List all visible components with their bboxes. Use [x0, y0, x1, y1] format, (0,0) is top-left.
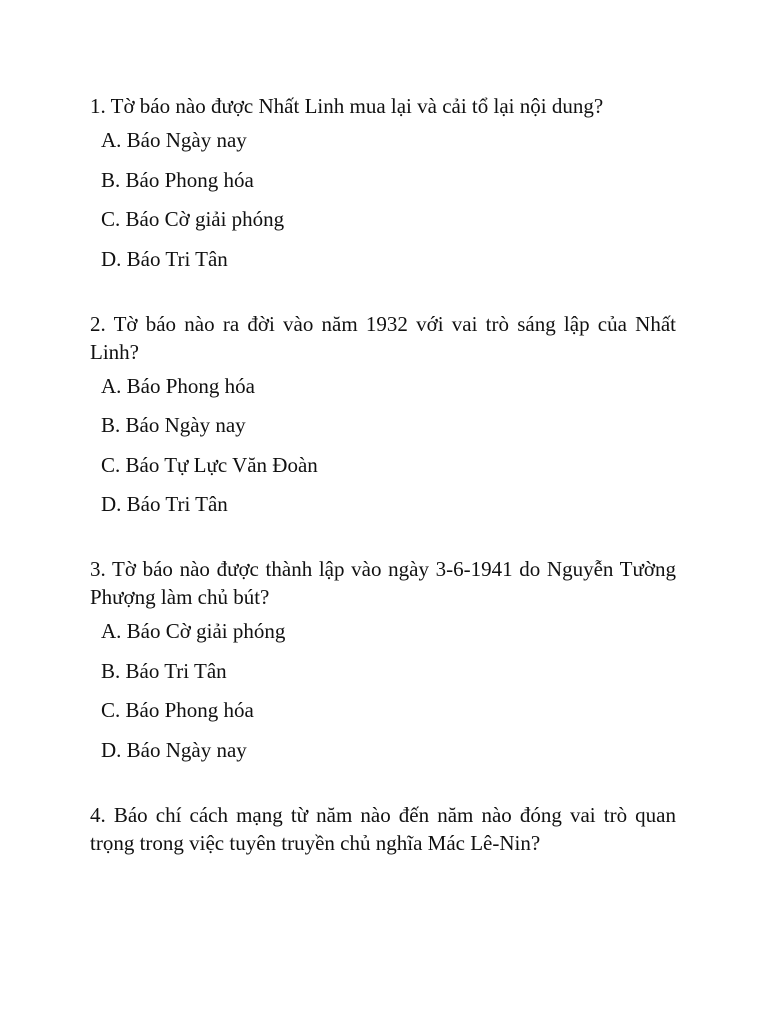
question-3	[90, 555, 676, 764]
question-text: 3. Tờ báo nào được thành lập vào ngày 3-6-1941 do Nguyễn Tường Phượng làm chủ bút?	[90, 557, 676, 609]
answer-options	[90, 617, 676, 764]
answer-option-c: C. Báo Cờ giải phóng	[101, 207, 285, 231]
answer-option-d: D. Báo Tri Tân	[101, 246, 228, 271]
answer-option-b: B. Báo Phong hóa	[101, 167, 254, 192]
answer-option-a: A. Báo Cờ giải phóng	[101, 619, 286, 643]
question-1	[90, 92, 676, 273]
answer-option-a: A. Báo Ngày nay	[101, 128, 247, 152]
question-4	[90, 801, 676, 857]
answer-option-c: C. Báo Tự Lực Văn Đoàn	[101, 452, 318, 477]
document-page	[90, 92, 676, 894]
answer-option-c: C. Báo Phong hóa	[101, 698, 254, 722]
answer-options	[90, 372, 676, 519]
answer-option-a: A. Báo Phong hóa	[101, 373, 255, 398]
question-text: 2. Tờ báo nào ra đời vào năm 1932 với vai trò sáng lập của Nhất Linh?	[90, 311, 676, 364]
answer-option-d: D. Báo Ngày nay	[101, 737, 247, 762]
question-text: 4. Báo chí cách mạng từ năm nào đến năm nào đóng vai trò quan trọng trong việc tuyên truyền chủ nghĩa Mác Lê-Nin?	[90, 802, 676, 855]
answer-options	[90, 126, 676, 273]
answer-option-b: B. Báo Tri Tân	[101, 658, 227, 683]
answer-option-b: B. Báo Ngày nay	[101, 413, 246, 437]
question-text: 1. Tờ báo nào được Nhất Linh mua lại và cải tổ lại nội dung?	[90, 94, 604, 118]
answer-option-d: D. Báo Tri Tân	[101, 492, 228, 516]
question-2	[90, 310, 676, 519]
